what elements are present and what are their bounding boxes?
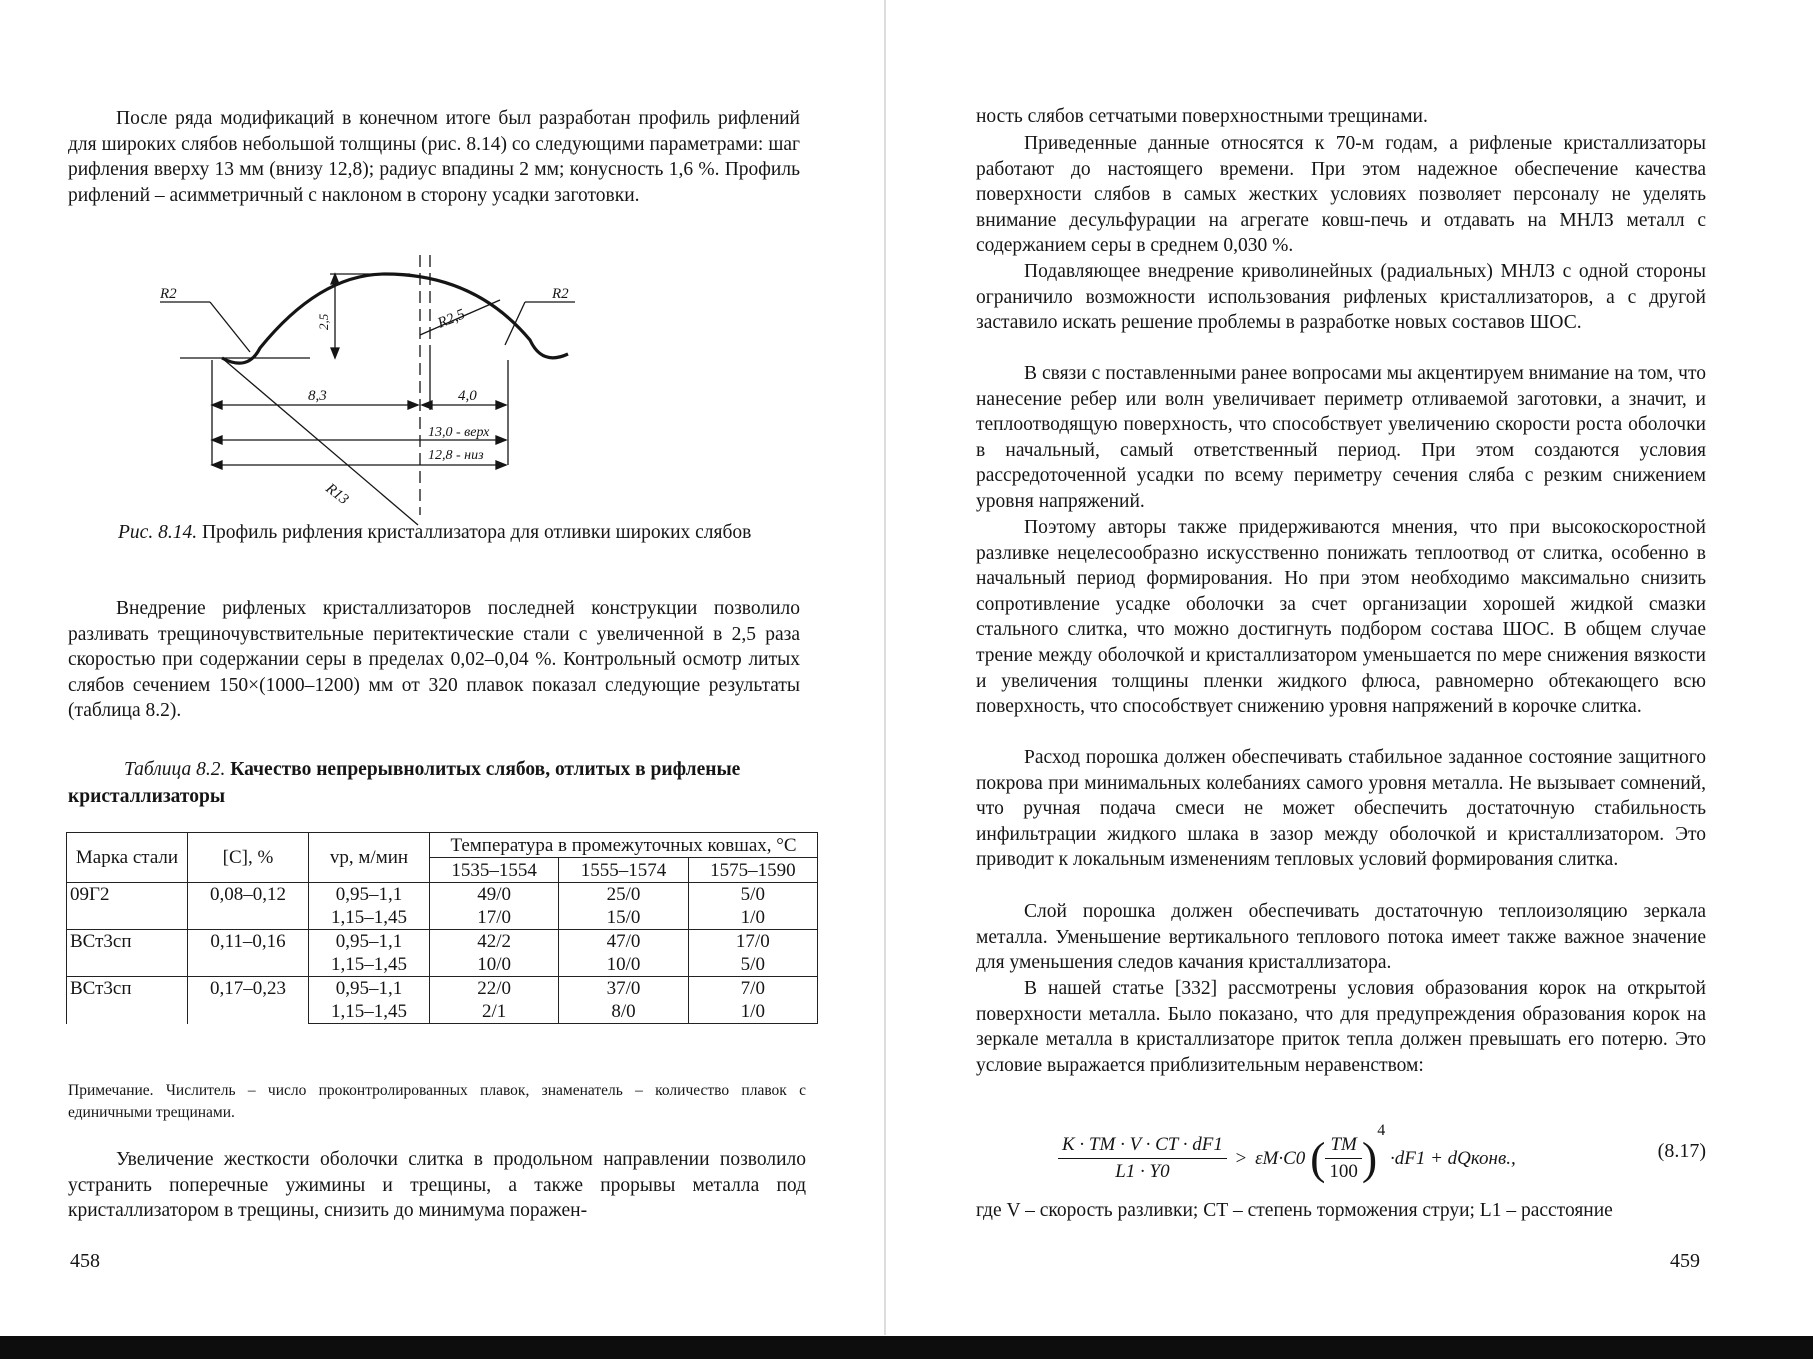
cell-t1: 49/0	[430, 883, 559, 907]
table-title	[68, 756, 800, 810]
header-t3: 1575–1590	[688, 858, 817, 883]
header-carbon: [C], %	[188, 833, 309, 883]
riffling-profile-figure	[160, 240, 700, 530]
right-paragraph-1: ность слябов сетчатыми поверхностными трещинами.	[976, 106, 1428, 127]
cell-t3: 5/0	[688, 953, 817, 977]
formula-open-paren: (	[1310, 1132, 1326, 1184]
left-paragraph-2: Внедрение рифленых кристаллизаторов последней конструкции позволило разливать трещиночувствительные перитектические стали с увеличенной в 2,5 раза скоростью при содержании серы в пределах 0,02–0,04 %. Контрольный осмотр литых слябов сечением 150×(1000–1200) мм от 320 плавок показал следующие результаты (таблица 8.2).	[68, 598, 800, 722]
right-paragraph-8: В нашей статье [332] рассмотрены условия образования корок на открытой поверхности металла. Было показано, что для предупреждения образования корок на зеркале металла в кристаллизаторе приток тепла должен превышать его потерю. Это условие выражается приблизительным неравенством:	[976, 978, 1706, 1076]
page-number-right: 459	[1670, 1250, 1700, 1272]
quality-table	[66, 832, 818, 1024]
formula-inner-denominator: 100	[1329, 1161, 1358, 1183]
table-title-label: Таблица 8.2.	[124, 759, 226, 780]
left-page	[0, 0, 885, 1340]
profile-curve	[222, 274, 568, 363]
right-paragraph-4: В связи с поставленными ранее вопросами мы акцентируем внимание на том, что нанесение ребер или волн увеличивает периметр отливаемой заготовки, а значит, и теплоотводящую поверхность, что способствует увеличению скорости роста оболочки в начальный, самый ответственный период. При этом создаются условия рассредоточенной усадки по всему периметру сечения сляба с резким снижением уровня напряжений.	[976, 363, 1706, 512]
table-title-text: Качество непрерывнолитых слябов, отлитых в рифленые кристаллизаторы	[68, 759, 741, 807]
right-paragraph-3: Подавляющее внедрение криволинейных (радиальных) МНЛЗ с одной стороны ограничило возможности использования рифленых кристаллизаторов, а с другой заставило искать решение проблемы в разработке новых составов ШОС.	[976, 261, 1706, 334]
right-paragraph-7: Слой порошка должен обеспечивать достаточную теплоизоляцию зеркала металла. Уменьшение вертикального теплового потока имеет также важное значение для уменьшения следов качания кристаллизатора.	[976, 901, 1706, 974]
table-row	[67, 883, 818, 907]
cell-grade: 09Г2	[67, 883, 188, 930]
formula-left-denominator: L1 · Y0	[1115, 1161, 1170, 1183]
formula-left-numerator: K · TM · V · CT · dF1	[1058, 1134, 1227, 1159]
cell-speed: 1,15–1,45	[309, 1000, 430, 1024]
header-grade: Марка стали	[67, 833, 188, 883]
label-dim-top: 13,0 - верх	[428, 425, 490, 440]
formula-inner-fraction	[1325, 1134, 1362, 1183]
cell-t2: 15/0	[559, 906, 688, 930]
label-height: 2,5	[316, 313, 331, 330]
header-speed: vр, м/мин	[309, 833, 430, 883]
cell-grade: ВСт3сп	[67, 977, 188, 1024]
cell-t3: 1/0	[688, 906, 817, 930]
cell-grade: ВСт3сп	[67, 930, 188, 977]
label-r2-right: R2	[552, 286, 569, 302]
figure-caption-label: Рис. 8.14.	[118, 522, 198, 543]
figure-caption-text: Профиль рифления кристаллизатора для отливки широких слябов	[197, 522, 752, 543]
right-paragraph-6: Расход порошка должен обеспечивать стабильное заданное состояние защитного покрова при минимальных колебаниях самого уровня металла. Не вызывает сомнений, что ручная подача смеси не может обеспечить достаточную стабильность инфильтрации жидкого шлака в зазор между оболочкой и кристаллизатором. Это приводит к локальным изменениям тепловых условий формирования слитка.	[976, 747, 1706, 871]
cell-t2: 25/0	[559, 883, 688, 907]
cell-t1: 17/0	[430, 906, 559, 930]
label-r2-left: R2	[160, 286, 177, 302]
formula-power: 4	[1377, 1122, 1386, 1139]
cell-t2: 8/0	[559, 1000, 688, 1024]
label-dim-83: 8,3	[308, 388, 327, 404]
cell-speed: 1,15–1,45	[309, 906, 430, 930]
cell-t2: 47/0	[559, 930, 688, 954]
cell-carbon: 0,08–0,12	[188, 883, 309, 930]
table-row	[67, 930, 818, 954]
header-t2: 1555–1574	[559, 858, 688, 883]
cell-t2: 37/0	[559, 977, 688, 1001]
cell-speed: 1,15–1,45	[309, 953, 430, 977]
label-r25: R2,5	[435, 306, 468, 332]
formula-tail: ·dF1 + dQконв.,	[1389, 1147, 1516, 1169]
header-temperature: Температура в промежуточных ковшах, °С	[430, 833, 818, 858]
left-paragraph-3: Увеличение жесткости оболочки слитка в продольном направлении позволило устранить поперечные ужимины и трещины, а также прорывы металла под кристаллизатором в трещины, снизить до минимума поражен-	[68, 1149, 806, 1222]
formula-close-paren: )	[1361, 1132, 1378, 1184]
left-paragraph-1: После ряда модификаций в конечном итоге был разработан профиль рифлений для широких слябов небольшой толщины (рис. 8.14) со следующими параметрами: шаг рифления вверху 13 мм (внизу 12,8); радиус впадины 2 мм; конусность 1,6 %. Профиль рифлений – асимметричный с наклоном в сторону усадки заготовки.	[68, 108, 800, 206]
formula-inner-numerator: TM	[1325, 1134, 1362, 1159]
cell-carbon: 0,11–0,16	[188, 930, 309, 977]
label-r13: R13	[322, 480, 352, 509]
cell-t1: 42/2	[430, 930, 559, 954]
cell-t2: 10/0	[559, 953, 688, 977]
cell-t1: 22/0	[430, 977, 559, 1001]
cell-t3: 1/0	[688, 1000, 817, 1024]
page-number-left: 458	[70, 1250, 100, 1272]
label-dim-bottom: 12,8 - низ	[428, 448, 484, 463]
cell-t3: 7/0	[688, 977, 817, 1001]
formula-left-fraction	[1058, 1134, 1227, 1183]
right-paragraph-5: Поэтому авторы также придерживаются мнения, что при высокоскоростной разливке нецелесообразно искусственно понижать теплоотвод от слитка, особенно в начальный период формирования. Но при этом необходимо максимально снизить сопротивление усадке оболочки за счет организации хорошей жидкой смазки стального слитка, что можно достигнуть подбором состава ШОС. В общем случае трение между оболочкой и кристаллизатором уменьшается по мере снижения вязкости и увеличения толщины пленки жидкого флюса, равномерно обтекающего всю поверхность, что способствует снижению уровня напряжений в корочке слитка.	[976, 517, 1706, 718]
cell-speed: 0,95–1,1	[309, 977, 430, 1001]
table-note: Примечание. Числитель – число проконтролированных плавок, знаменатель – количество плавок с единичными трещинами.	[68, 1082, 806, 1121]
header-t1: 1535–1554	[430, 858, 559, 883]
formula-eps-c: εM·C0	[1255, 1147, 1306, 1169]
scan-bottom-band	[0, 1336, 1813, 1359]
table-row	[67, 977, 818, 1001]
formula-expression	[1058, 1122, 1516, 1183]
right-paragraph-2: Приведенные данные относятся к 70-м годам, а рифленые кристаллизаторы работают до настоящего времени. При этом надежное обеспечение качества поверхности слябов в самых жестких условиях позволяет персоналу не уделять внимание десульфурации на агрегате ковш-печь и отдавать на МНЛЗ металл с содержанием серы в среднем 0,030 %.	[976, 133, 1706, 257]
figure-caption	[68, 520, 800, 546]
label-dim-40: 4,0	[458, 388, 477, 404]
cell-t1: 2/1	[430, 1000, 559, 1024]
cell-t3: 17/0	[688, 930, 817, 954]
formula-number: (8.17)	[1657, 1140, 1706, 1162]
right-after-formula: где V – скорость разливки; CТ – степень торможения струи; L1 – расстояние	[976, 1200, 1613, 1221]
formula-gt: >	[1235, 1147, 1247, 1169]
cell-carbon: 0,17–0,23	[188, 977, 309, 1024]
cell-speed: 0,95–1,1	[309, 930, 430, 954]
cell-t3: 5/0	[688, 883, 817, 907]
cell-t1: 10/0	[430, 953, 559, 977]
formula-8-17	[976, 1120, 1706, 1196]
cell-speed: 0,95–1,1	[309, 883, 430, 907]
